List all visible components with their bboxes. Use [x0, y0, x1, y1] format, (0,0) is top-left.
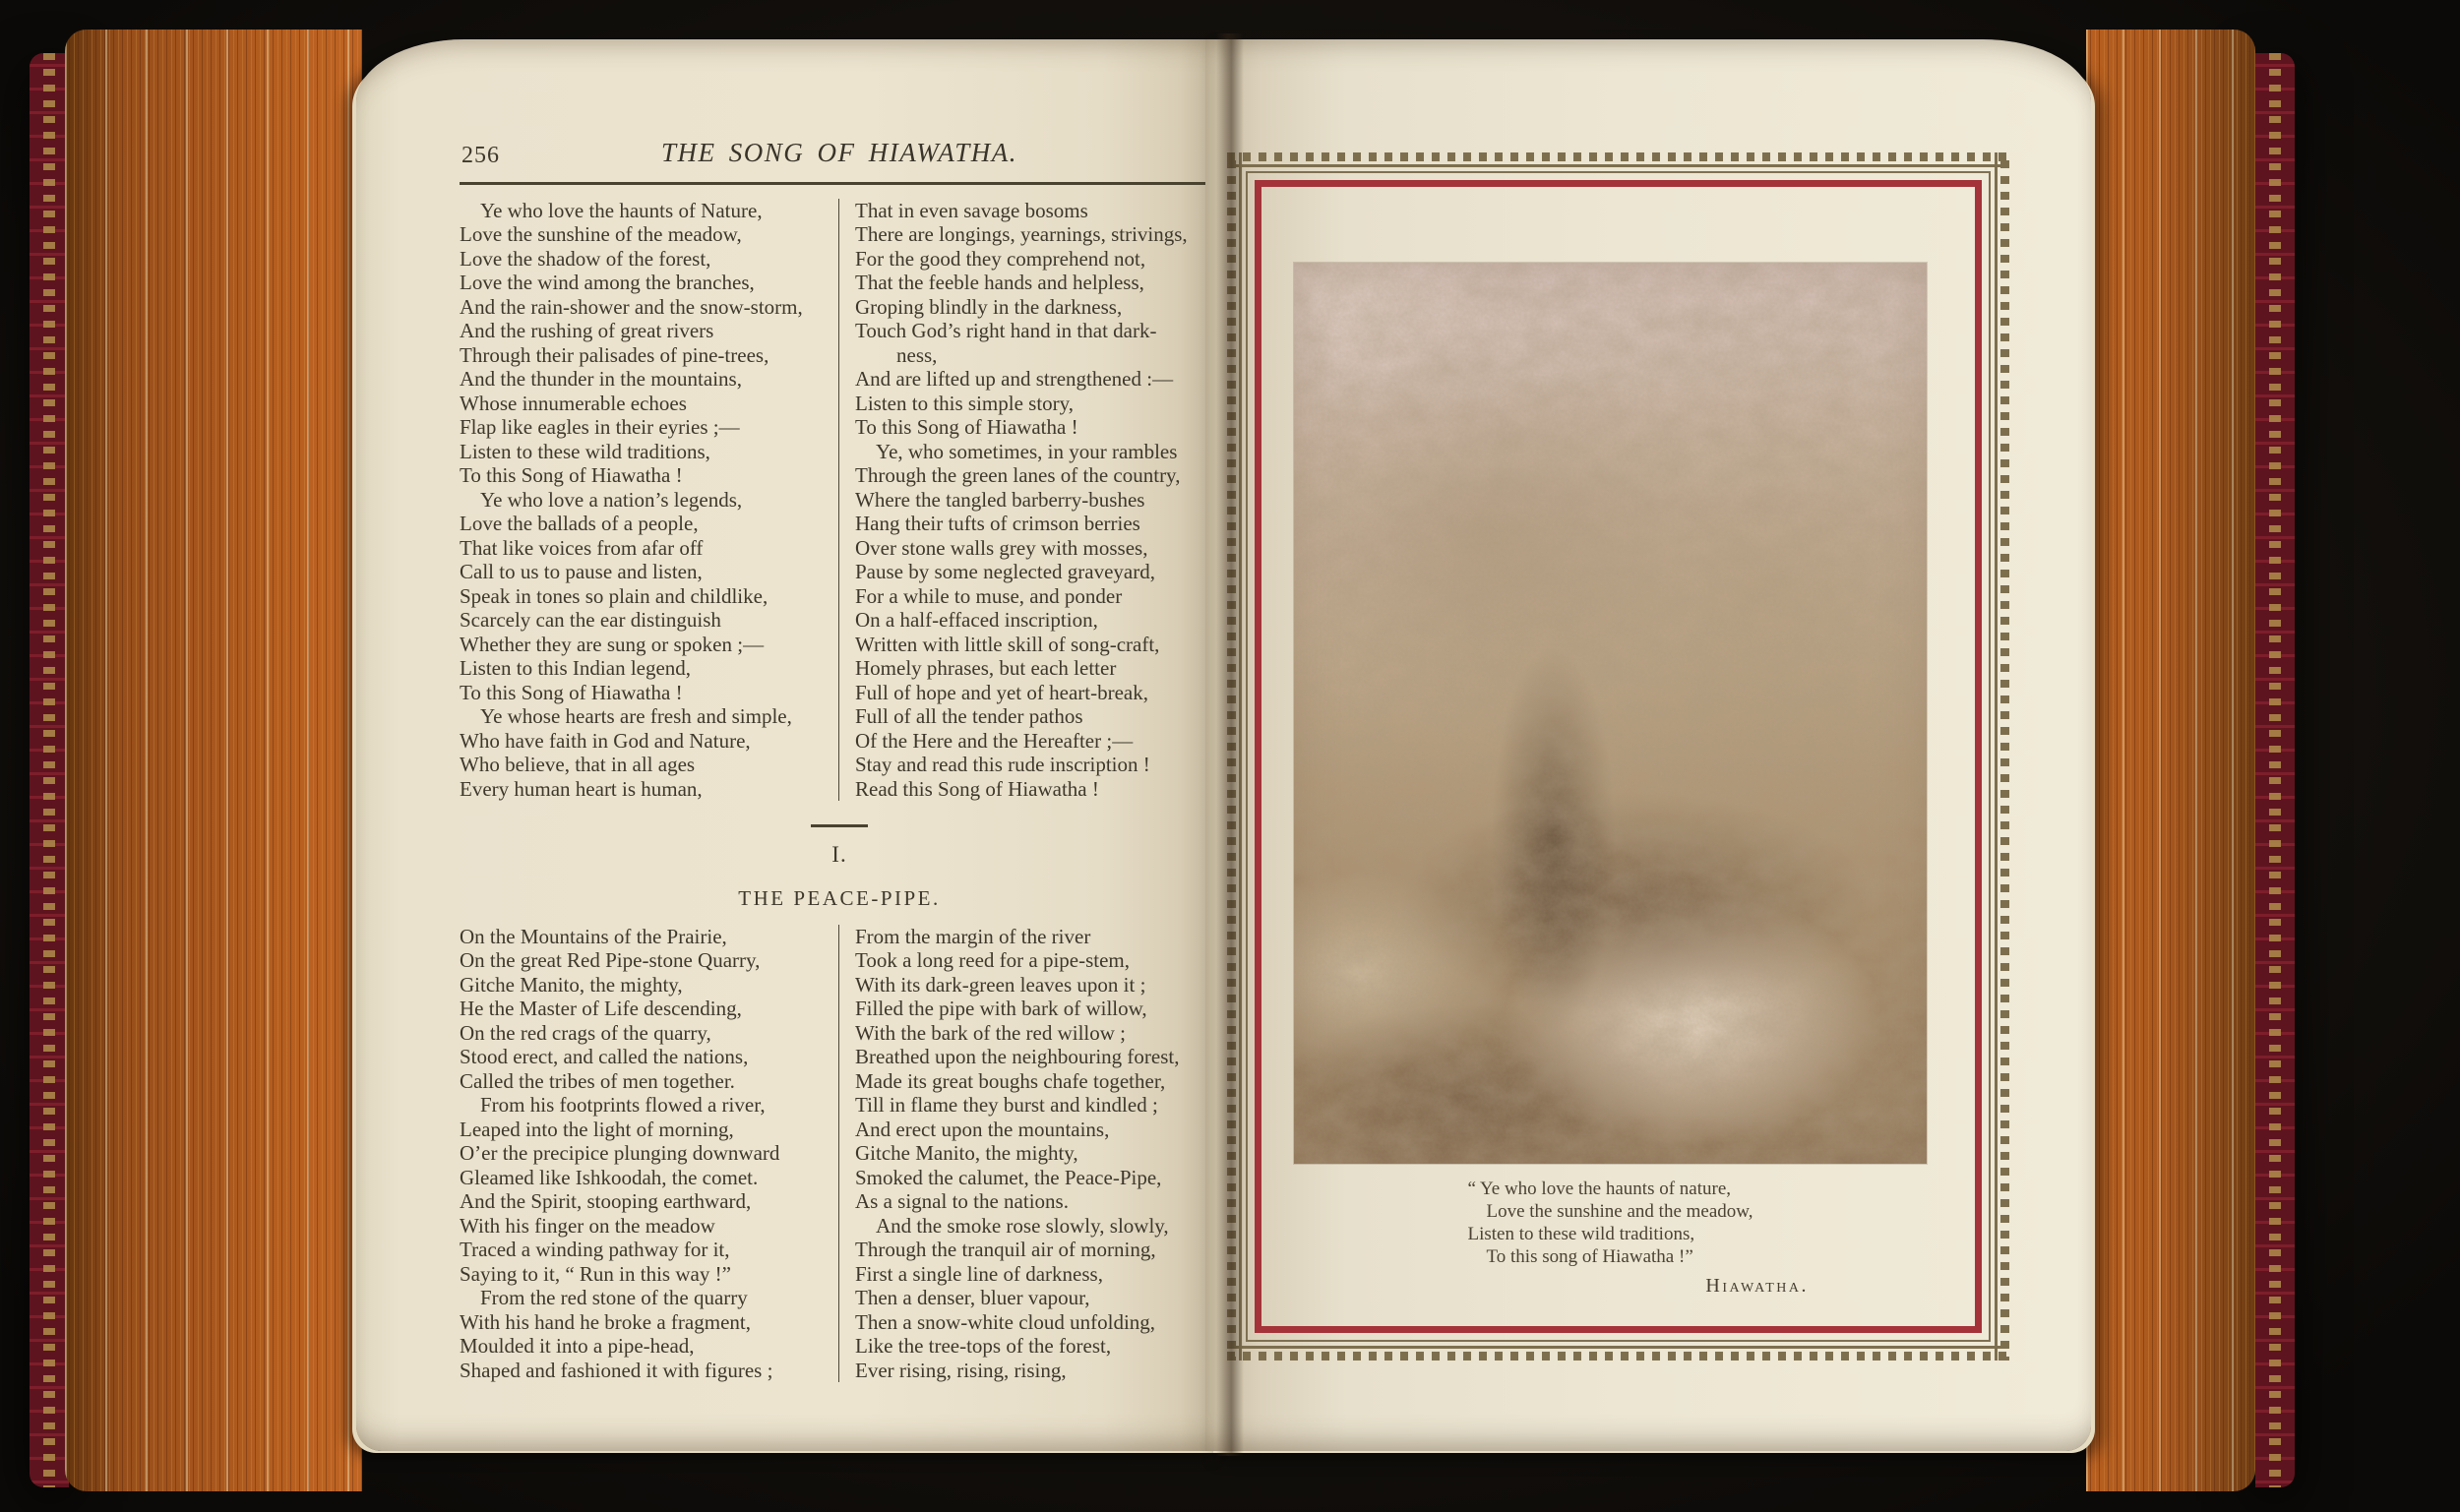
poem-line: And the thunder in the mountains,: [460, 367, 742, 391]
poem-line: On the red crags of the quarry,: [460, 1020, 711, 1045]
poem-line: Then a denser, bluer vapour,: [855, 1286, 1090, 1309]
poem-line: Love the shadow of the forest,: [460, 246, 711, 271]
poem-line: Gitche Manito, the mighty,: [460, 972, 683, 997]
poem-line: And the rain-shower and the snow-storm,: [460, 294, 803, 319]
section-title: THE PEACE-PIPE.: [738, 885, 941, 910]
section-numeral: I.: [831, 841, 847, 867]
poem-line: Hang their tufts of crimson berries: [855, 512, 1140, 535]
poem-line: With his hand he broke a fragment,: [460, 1309, 751, 1334]
right-page-fore-edges: [2086, 30, 2255, 1491]
poem-line: O’er the precipice plunging downward: [460, 1141, 780, 1165]
poem-line: Read this Song of Hiawatha !: [855, 776, 1099, 801]
intro-poem-column-1: [460, 199, 839, 802]
poem-line: From the margin of the river: [855, 924, 1091, 948]
poem-line: Every human heart is human,: [460, 776, 703, 801]
poem-line: Gleamed like Ishkoodah, the comet.: [460, 1165, 759, 1189]
poem-line: Written with little skill of song-craft,: [855, 632, 1160, 656]
poem-line: With the bark of the red willow ;: [855, 1020, 1126, 1045]
left-page-fore-edges: [65, 30, 362, 1491]
poem-line: Flap like eagles in their eyries ;—: [460, 415, 740, 439]
plate-caption: [1294, 1178, 1927, 1298]
poem-line: Gitche Manito, the mighty,: [855, 1141, 1078, 1165]
poem-line: Love the wind among the branches,: [460, 271, 755, 294]
photo-grain-texture: [1294, 263, 1927, 1164]
peace-pipe-poem-columns: [460, 925, 1219, 1383]
poem-line: That in even savage bosoms: [855, 198, 1088, 222]
poem-line: Stay and read this rude inscription !: [855, 753, 1150, 776]
poem-line: That like voices from afar off: [460, 535, 704, 560]
poem-line: Full of all the tender pathos: [855, 704, 1083, 728]
poem-line: Of the Here and the Hereafter ;—: [855, 728, 1134, 753]
poem-line: Traced a winding pathway for it,: [460, 1238, 730, 1261]
page-number: 256: [461, 143, 500, 168]
poem-line: Scarcely can the ear distinguish: [460, 608, 721, 632]
poem-line: Ye who love a nation’s legends,: [460, 487, 743, 512]
intro-poem-column-2: [839, 199, 1219, 802]
intro-poem-columns: [460, 199, 1219, 802]
poem-line: Full of hope and yet of heart-break,: [855, 680, 1148, 704]
running-header: THE SONG OF HIAWATHA.: [660, 138, 1018, 167]
poem-line: Called the tribes of men together.: [460, 1068, 735, 1093]
poem-line: Stood erect, and called the nations,: [460, 1045, 749, 1068]
poem-line: Listen to this simple story,: [855, 391, 1075, 415]
poem-line: With its dark-green leaves upon it ;: [855, 972, 1146, 997]
poem-line: From his footprints flowed a river,: [460, 1093, 766, 1117]
poem-line: Call to us to pause and listen,: [460, 560, 703, 583]
poem-line: Homely phrases, but each letter: [855, 656, 1117, 680]
front-cover-gilt-edge: [30, 53, 69, 1487]
poem-line: For the good they comprehend not,: [855, 246, 1146, 271]
poem-line: ness,: [855, 342, 938, 367]
header-rule: [460, 182, 1219, 185]
poem-line: And the smoke rose slowly, slowly,: [855, 1213, 1169, 1238]
poem-line: Pause by some neglected graveyard,: [855, 560, 1155, 583]
book-gutter-shadow: [1216, 33, 1244, 1456]
poem-line: Over stone walls grey with mosses,: [855, 535, 1148, 560]
section-divider-rule: [811, 824, 868, 827]
poem-line: Whose innumerable echoes: [460, 391, 687, 415]
poem-line: Smoked the calumet, the Peace-Pipe,: [855, 1165, 1162, 1189]
zigzag-border-top: [1227, 152, 2009, 167]
caption-attribution: Hiawatha.: [1705, 1275, 1809, 1297]
poem-line: With his finger on the meadow: [460, 1213, 715, 1238]
peace-pipe-column-1: [460, 925, 839, 1383]
poem-line: Like the tree-tops of the forest,: [855, 1334, 1112, 1358]
caption-verse: [1467, 1178, 1753, 1268]
poem-line: Moulded it into a pipe-head,: [460, 1334, 695, 1358]
left-book-page: [356, 39, 1223, 1451]
poem-line: And erect upon the mountains,: [855, 1117, 1110, 1141]
poem-line: Speak in tones so plain and childlike,: [460, 583, 769, 608]
hiawatha-landscape-photo: [1294, 263, 1927, 1164]
poem-line: Leaped into the light of morning,: [460, 1117, 734, 1141]
poem-line: He the Master of Life descending,: [460, 997, 742, 1020]
caption-line: “ Ye who love the haunts of nature,: [1467, 1179, 1732, 1199]
poem-line: Breathed upon the neighbouring forest,: [855, 1045, 1180, 1068]
poem-line: Then a snow-white cloud unfolding,: [855, 1309, 1156, 1334]
poem-line: From the red stone of the quarry: [460, 1286, 748, 1309]
poem-line: That the feeble hands and helpless,: [855, 271, 1144, 294]
poem-line: To this Song of Hiawatha !: [460, 680, 683, 704]
poem-line: Through the green lanes of the country,: [855, 463, 1181, 487]
poem-line: Groping blindly in the darkness,: [855, 294, 1123, 319]
poem-line: Filled the pipe with bark of willow,: [855, 997, 1147, 1020]
poem-line: Through the tranquil air of morning,: [855, 1238, 1156, 1261]
poem-line: On the great Red Pipe-stone Quarry,: [460, 948, 761, 972]
left-page-text-block: [460, 138, 1219, 1382]
poem-line: Ye whose hearts are fresh and simple,: [460, 704, 792, 728]
poem-line: Ye who love the haunts of Nature,: [460, 198, 763, 222]
caption-line: Listen to these wild traditions,: [1467, 1224, 1695, 1244]
poem-line: Touch God’s right hand in that dark-: [855, 319, 1157, 342]
poem-line: Listen to these wild traditions,: [460, 439, 710, 463]
poem-line: First a single line of darkness,: [855, 1261, 1103, 1286]
poem-line: Made its great boughs chafe together,: [855, 1068, 1166, 1093]
caption-line: To this song of Hiawatha !”: [1467, 1246, 1693, 1267]
page-header: [460, 138, 1219, 175]
poem-line: On a half-effaced inscription,: [855, 608, 1098, 632]
poem-line: Love the ballads of a people,: [460, 512, 699, 535]
poem-line: Who have faith in God and Nature,: [460, 728, 751, 753]
poem-line: Ye, who sometimes, in your rambles: [855, 439, 1178, 463]
poem-line: Whether they are sung or spoken ;—: [460, 632, 765, 656]
poem-line: Ever rising, rising, rising,: [855, 1358, 1067, 1382]
right-book-page: [1205, 39, 2091, 1451]
poem-line: Took a long reed for a pipe-stem,: [855, 948, 1131, 972]
poem-line: Listen to this Indian legend,: [460, 656, 692, 680]
plate-ornamental-frame: [1227, 152, 2009, 1361]
poem-line: On the Mountains of the Prairie,: [460, 924, 727, 948]
poem-line: To this Song of Hiawatha !: [855, 415, 1078, 439]
poem-line: Till in flame they burst and kindled ;: [855, 1093, 1158, 1117]
poem-line: Love the sunshine of the meadow,: [460, 222, 742, 246]
poem-line: To this Song of Hiawatha !: [460, 463, 683, 487]
back-cover-gilt-edge: [2255, 53, 2295, 1487]
zigzag-border-bottom: [1227, 1346, 2009, 1361]
poem-line: And the rushing of great rivers: [460, 319, 714, 342]
poem-line: And are lifted up and strengthened :—: [855, 367, 1174, 391]
poem-line: There are longings, yearnings, strivings,: [855, 222, 1188, 246]
poem-line: Who believe, that in all ages: [460, 753, 696, 776]
poem-line: Through their palisades of pine-trees,: [460, 342, 769, 367]
poem-line: Saying to it, “ Run in this way !”: [460, 1261, 731, 1286]
zigzag-border-right: [1995, 152, 2009, 1361]
caption-line: Love the sunshine and the meadow,: [1467, 1201, 1753, 1222]
poem-line: For a while to muse, and ponder: [855, 583, 1123, 608]
peace-pipe-column-2: [839, 925, 1219, 1383]
poem-line: Where the tangled barberry-bushes: [855, 487, 1145, 512]
poem-line: And the Spirit, stooping earthward,: [460, 1189, 752, 1213]
poem-line: As a signal to the nations.: [855, 1189, 1069, 1213]
poem-line: Shaped and fashioned it with figures ;: [460, 1358, 773, 1382]
